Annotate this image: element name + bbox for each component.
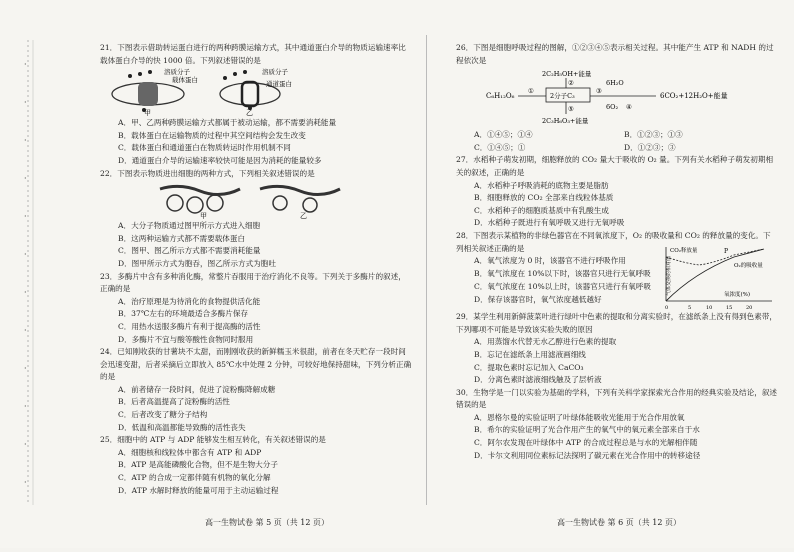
q28-xlabel: 氧浓度(%) — [724, 292, 751, 299]
q22-option-a: A．大分子物质通过图甲所示方式进入细胞 — [118, 221, 261, 231]
q28-option-a: A．氧气浓度为 0 时，该器官不进行呼吸作用 — [474, 256, 626, 266]
q26-options-row2 — [456, 142, 778, 155]
q28-legend-co2: CO₂释放量 — [670, 248, 698, 255]
q26-product: 6CO₂+12H₂O+能量 — [660, 92, 728, 101]
q24-option-b: B．后者高温提高了淀粉酶的活性 — [118, 397, 230, 407]
q26-top-step: ② — [568, 79, 574, 88]
q27-option-b: B．细胞释放的 CO₂ 全部来自线粒体基质 — [474, 193, 614, 203]
q28-tick-15: 15 — [726, 305, 733, 312]
q27-option-d: D．水稻种子既进行有氧呼吸又进行无氧呼吸 — [474, 218, 625, 228]
q28-ylabel: 气体交换的相对值 — [666, 256, 672, 297]
binding-dot: · — [24, 98, 27, 107]
q30-option-d: D．卡尔文利用同位素标记法探明了碳元素在光合作用中的转移途径 — [474, 450, 701, 460]
q26-mid-top: 6H₂O — [606, 79, 624, 88]
q22-label-yi: 乙 — [300, 212, 307, 220]
q23-stem: 23．多酶片中含有多种消化酶，常整片吞服用于治疗消化不良等。下列关于多酶片的叙述，正确的是 — [100, 271, 406, 294]
q29-stem: 29．某学生利用新鲜菠菜叶进行绿叶中色素的提取和分离实验时，在滤纸条上没有得到色素带，下列哪项不可能是导致该实验失败的原因 — [456, 312, 778, 334]
q29-option-d: D．分离色素时滤液细线触及了层析液 — [474, 375, 602, 385]
q26-step4: ④ — [626, 103, 632, 112]
q30-option-a: A．恩格尔曼的实验证明了叶绿体能吸收光能用于光合作用放氧 — [474, 412, 685, 422]
q21-label-a2: 载体蛋白 — [172, 76, 198, 85]
q21-label-b1: 溶质分子 — [262, 68, 288, 77]
q29-option-a: A．用蒸馏水代替无水乙醇进行色素的提取 — [474, 337, 617, 347]
q30-option-b: B．希尔的实验证明了光合作用产生的氧气中的氧元素全部来自于水 — [474, 425, 700, 435]
q26-top: 2C₂H₅OH+能量 — [542, 70, 592, 79]
binding-dot: · — [24, 212, 27, 221]
q21-figure — [100, 68, 300, 116]
binding-dot: · — [24, 402, 27, 411]
q21-label-a1: 溶质分子 — [164, 68, 190, 77]
binding-dot: · — [24, 174, 27, 183]
q28-block — [456, 248, 778, 312]
q26-stem: 26．下图是细胞呼吸过程的图解，①②③④⑤表示相关过程。其中能产生 ATP 和 NADH 的过程依次是 — [456, 43, 774, 65]
q27-stem: 27．水稻种子萌发初期，细胞释放的 CO₂ 量大于吸收的 O₂ 量。下列有关水稻种子萌发初期相关的叙述，正确的是 — [456, 155, 774, 177]
q23-option-c: C．用热水送服多酶片有利于提高酶的活性 — [118, 321, 261, 331]
q28-tick-20: 20 — [746, 305, 753, 312]
q21-label-jia: 甲 — [144, 109, 151, 117]
q22-figure — [100, 181, 360, 219]
binding-dot: · — [24, 250, 27, 259]
q28-tick-0: 0 — [665, 305, 669, 312]
q24-option-c: C．后者改变了糖分子结构 — [118, 410, 208, 420]
q25-stem: 25．细胞中的 ATP 与 ADP 能够发生相互转化，有关叙述错误的是 — [100, 435, 326, 445]
q26-option-d: D．①②③；③ — [624, 142, 676, 152]
q23-option-d: D．多酶片不宜与酸等酸性食物同时服用 — [118, 334, 254, 344]
q28-option-c: C．氧气浓度在 10%以上时，该器官只进行有氧呼吸 — [474, 282, 651, 292]
binding-line — [0, 0, 48, 548]
q28-point: P — [724, 248, 729, 256]
q28-legend-o2: O₂的吸收量 — [734, 263, 763, 270]
q25-option-d: D．ATP 水解时释放的能量可用于主动运输过程 — [118, 485, 279, 495]
q28-stem: 28．下图表示某植物的非绿色器官在不同氧浓度下，O₂ 的吸收量和 CO₂ 的释放量的变化。下列相关叙述正确的是 — [456, 230, 771, 253]
binding-dot: · — [24, 326, 27, 335]
binding-margin — [0, 0, 48, 548]
q21-option-a: A．甲、乙两种跨膜运输方式都属于被动运输，都不需要消耗能量 — [118, 118, 337, 128]
binding-dot: · — [24, 136, 27, 145]
q27-option-c: C．水稻种子的细胞质基质中有乳酸生成 — [474, 205, 609, 215]
carrier-protein-shape — [138, 82, 158, 106]
q25-option-b: B．ATP 是高能磷酸化合物，但不是生物大分子 — [118, 460, 278, 470]
binding-dot: · — [24, 478, 27, 487]
binding-dot: · — [24, 288, 27, 297]
right-column — [456, 42, 778, 462]
q22-option-d: D．图甲所示方式为胞吞，图乙所示方式为胞吐 — [118, 258, 276, 268]
q24-stem: 24．已知刚收获的甘薯块不太甜，而刚刚收获的新鲜糯玉米很甜，前者在冬天贮存一段时间会迅速变甜，后者采摘后立即放入 85℃水中处理 2 分钟，可较好地保持甜味，下列分析正确的是 — [100, 347, 412, 382]
q26-mid-bottom: 6O₂ — [606, 103, 619, 112]
q28-tick-10: 10 — [706, 305, 713, 312]
q25-option-a: A．细胞核和线粒体中都含有 ATP 和 ADP — [118, 447, 262, 457]
q26-figure — [456, 68, 776, 128]
q30-stem: 30．生物学是一门以实验为基础的学科，下列有关科学家探索光合作用的经典实验及结论，叙述错误的是 — [456, 387, 778, 410]
q26-step5: ⑤ — [568, 105, 574, 114]
q22-option-b: B．这两种运输方式都不需要载体蛋白 — [118, 233, 246, 243]
q24-option-d: D．低温和高温都能导致酶的活性丧失 — [118, 422, 246, 432]
q30-option-c: C．阿尔农发现在叶绿体中 ATP 的合成过程总是与水的光解相伴随 — [474, 438, 698, 448]
q21-stem: 21．下图表示借助转运蛋白进行的两种跨膜运输方式，其中通道蛋白介导的物质运输速率比载体蛋白介导的快 1000 倍。下列叙述错误的是 — [100, 43, 406, 65]
q22-label-jia: 甲 — [200, 212, 207, 220]
q28-option-b: B．氧气浓度在 10%以下时，该器官只进行无氧呼吸 — [474, 269, 651, 279]
q28-option-d: D．保存该器官时，氧气浓度越低越好 — [474, 295, 602, 305]
q26-option-c: C．①④⑤；① — [474, 142, 526, 152]
binding-dot: · — [24, 440, 27, 449]
q25-option-c: C．ATP 的合成一定都伴随有机物的氧化分解 — [118, 473, 271, 483]
q29-option-b: B．忘记在滤纸条上用滤液画细线 — [474, 349, 586, 359]
q26-box-label: 2分子C₃ — [550, 92, 575, 101]
q26-bottom: 2C₃H₆O₃+能量 — [542, 117, 589, 126]
page-footer-left: 高一生物试卷 第 5 页（共 12 页） — [205, 518, 329, 527]
q26-step1: ① — [528, 87, 534, 96]
q23-option-a: A．治疗原理是为待消化的食物提供活化能 — [118, 296, 261, 306]
q21-option-d: D．通道蛋白介导的运输速率较快可能是因为消耗的能量较多 — [118, 155, 322, 165]
q21-option-b: B．载体蛋白在运输物质的过程中其空间结构会发生改变 — [118, 130, 306, 140]
q27-option-a: A．水稻种子呼吸消耗的底物主要是脂肪 — [474, 180, 609, 190]
column-divider — [426, 35, 427, 505]
q28-tick-5: 5 — [688, 305, 692, 312]
q26-options-row1 — [456, 129, 778, 142]
binding-dot: · — [24, 364, 27, 373]
q29-option-c: C．提取色素时忘记加入 CaCO₃ — [474, 362, 584, 372]
page-footer-right: 高一生物试卷 第 6 页（共 12 页） — [557, 518, 681, 527]
q21-label-yi: 乙 — [246, 109, 253, 117]
q26-option-a: A．①④⑤；①④ — [474, 130, 533, 140]
q26-option-b: B．①②③；①③ — [624, 130, 683, 140]
q21-label-b2: 通道蛋白 — [266, 80, 292, 89]
q22-stem: 22．下图表示物质进出细胞的两种方式，下列相关叙述错误的是 — [100, 168, 315, 178]
binding-dot: · — [24, 60, 27, 69]
q21-option-c: C．载体蛋白和通道蛋白在物质转运时作用机制不同 — [118, 143, 291, 153]
q24-option-a: A．前者储存一段时间，促进了淀粉酶降解成糖 — [118, 384, 276, 394]
q23-option-b: B．37℃左右的环境最适合多酶片保存 — [118, 309, 249, 319]
q22-option-c: C．图甲、图乙所示方式都不需要消耗能量 — [118, 246, 261, 256]
q26-step3: ③ — [596, 87, 602, 96]
left-column — [100, 42, 412, 497]
q28-chart — [654, 243, 776, 313]
q26-substrate: C₆H₁₂O₆ — [486, 92, 515, 101]
